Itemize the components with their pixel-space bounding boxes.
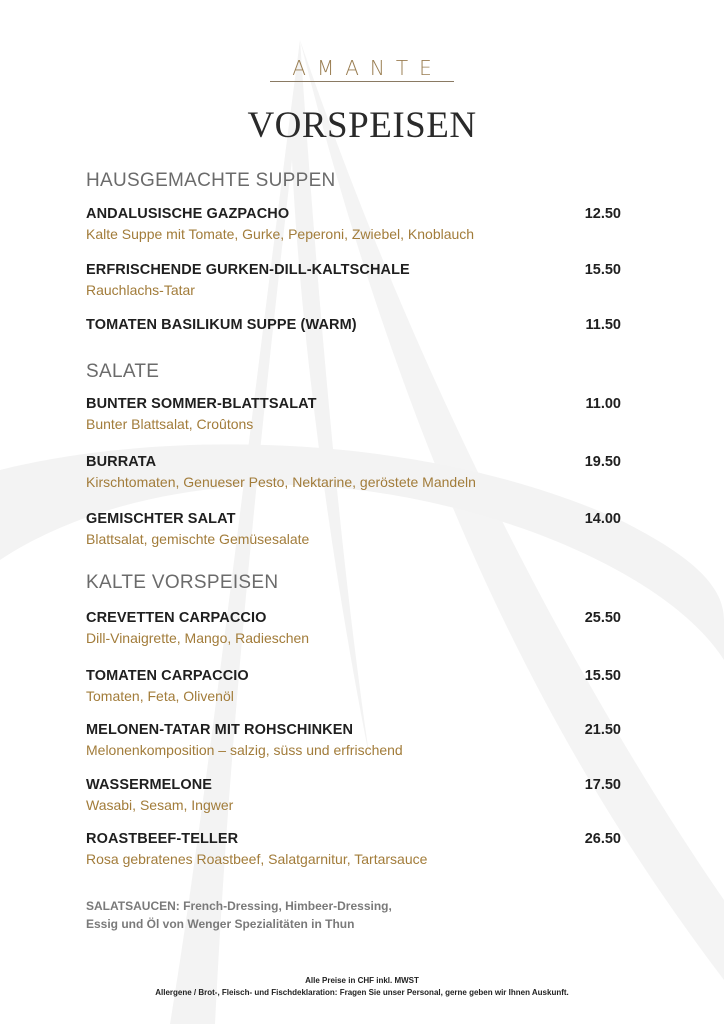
item-price: 15.50 [584, 262, 621, 278]
menu-item [86, 777, 621, 813]
item-name: GEMISCHTER SALAT [86, 511, 236, 527]
sauces-line-1: SALATSAUCEN: French-Dressing, Himbeer-Dressing, [86, 899, 392, 913]
item-name: ERFRISCHENDE GURKEN-DILL-KALTSCHALE [86, 262, 410, 278]
item-description: Tomaten, Feta, Olivenöl [86, 688, 234, 704]
item-name: TOMATEN CARPACCIO [86, 668, 249, 684]
item-price: 14.00 [584, 511, 621, 527]
item-name: ANDALUSISCHE GAZPACHO [86, 206, 290, 222]
item-name: CREVETTEN CARPACCIO [86, 610, 267, 626]
salad-sauces-note [86, 897, 506, 933]
menu-item [86, 262, 621, 298]
item-name: BUNTER SOMMER-BLATTSALAT [86, 396, 317, 412]
item-name: WASSERMELONE [86, 777, 213, 793]
menu-item [86, 454, 621, 490]
menu-item [86, 722, 621, 758]
section-title-suppen: HAUSGEMACHTE SUPPEN [86, 170, 336, 191]
section-title-kalte-vorspeisen: KALTE VORSPEISEN [86, 572, 279, 593]
menu-item [86, 317, 621, 333]
item-description: Rosa gebratenes Roastbeef, Salatgarnitur, Tartarsauce [86, 851, 428, 867]
footer-prices-note: Alle Preise in CHF inkl. MWST [305, 976, 419, 985]
item-price: 11.50 [585, 317, 621, 333]
section-title-salate: SALATE [86, 361, 160, 382]
item-name: BURRATA [86, 454, 157, 470]
item-description: Rauchlachs-Tatar [86, 282, 195, 298]
item-name: MELONEN-TATAR MIT ROHSCHINKEN [86, 722, 354, 738]
brand-logo: AMANTE [292, 56, 443, 80]
item-price: 17.50 [584, 777, 621, 793]
menu-item [86, 668, 621, 704]
footer-allergen-note: Allergene / Brot-, Fleisch- und Fischdeklaration: Fragen Sie unser Personal, gerne geben wir Ihnen Auskunft. [155, 988, 569, 997]
item-price: 15.50 [584, 668, 621, 684]
sauces-line-2: Essig und Öl von Wenger Spezialitäten in Thun [86, 917, 355, 931]
item-description: Kirschtomaten, Genueser Pesto, Nektarine, geröstete Mandeln [86, 474, 476, 490]
menu-item [86, 610, 621, 646]
menu-item [86, 206, 621, 242]
item-description: Kalte Suppe mit Tomate, Gurke, Peperoni, Zwiebel, Knoblauch [86, 226, 475, 242]
item-description: Dill-Vinaigrette, Mango, Radieschen [86, 630, 310, 646]
page-title: VORSPEISEN [247, 105, 477, 146]
item-description: Wasabi, Sesam, Ingwer [86, 797, 234, 813]
brand-underline [270, 81, 454, 82]
item-price: 25.50 [584, 610, 621, 626]
item-name: TOMATEN BASILIKUM SUPPE (WARM) [86, 317, 357, 333]
menu-item [86, 831, 621, 867]
item-price: 21.50 [584, 722, 621, 738]
item-name: ROASTBEEF-TELLER [86, 831, 239, 847]
item-description: Bunter Blattsalat, Croûtons [86, 416, 254, 432]
menu-item [86, 396, 621, 432]
item-price: 19.50 [584, 454, 621, 470]
item-price: 26.50 [584, 831, 621, 847]
item-price: 12.50 [584, 206, 621, 222]
menu-item [86, 511, 621, 547]
item-description: Blattsalat, gemischte Gemüsesalate [86, 531, 310, 547]
item-description: Melonenkomposition – salzig, süss und erfrischend [86, 742, 403, 758]
item-price: 11.00 [585, 396, 621, 412]
